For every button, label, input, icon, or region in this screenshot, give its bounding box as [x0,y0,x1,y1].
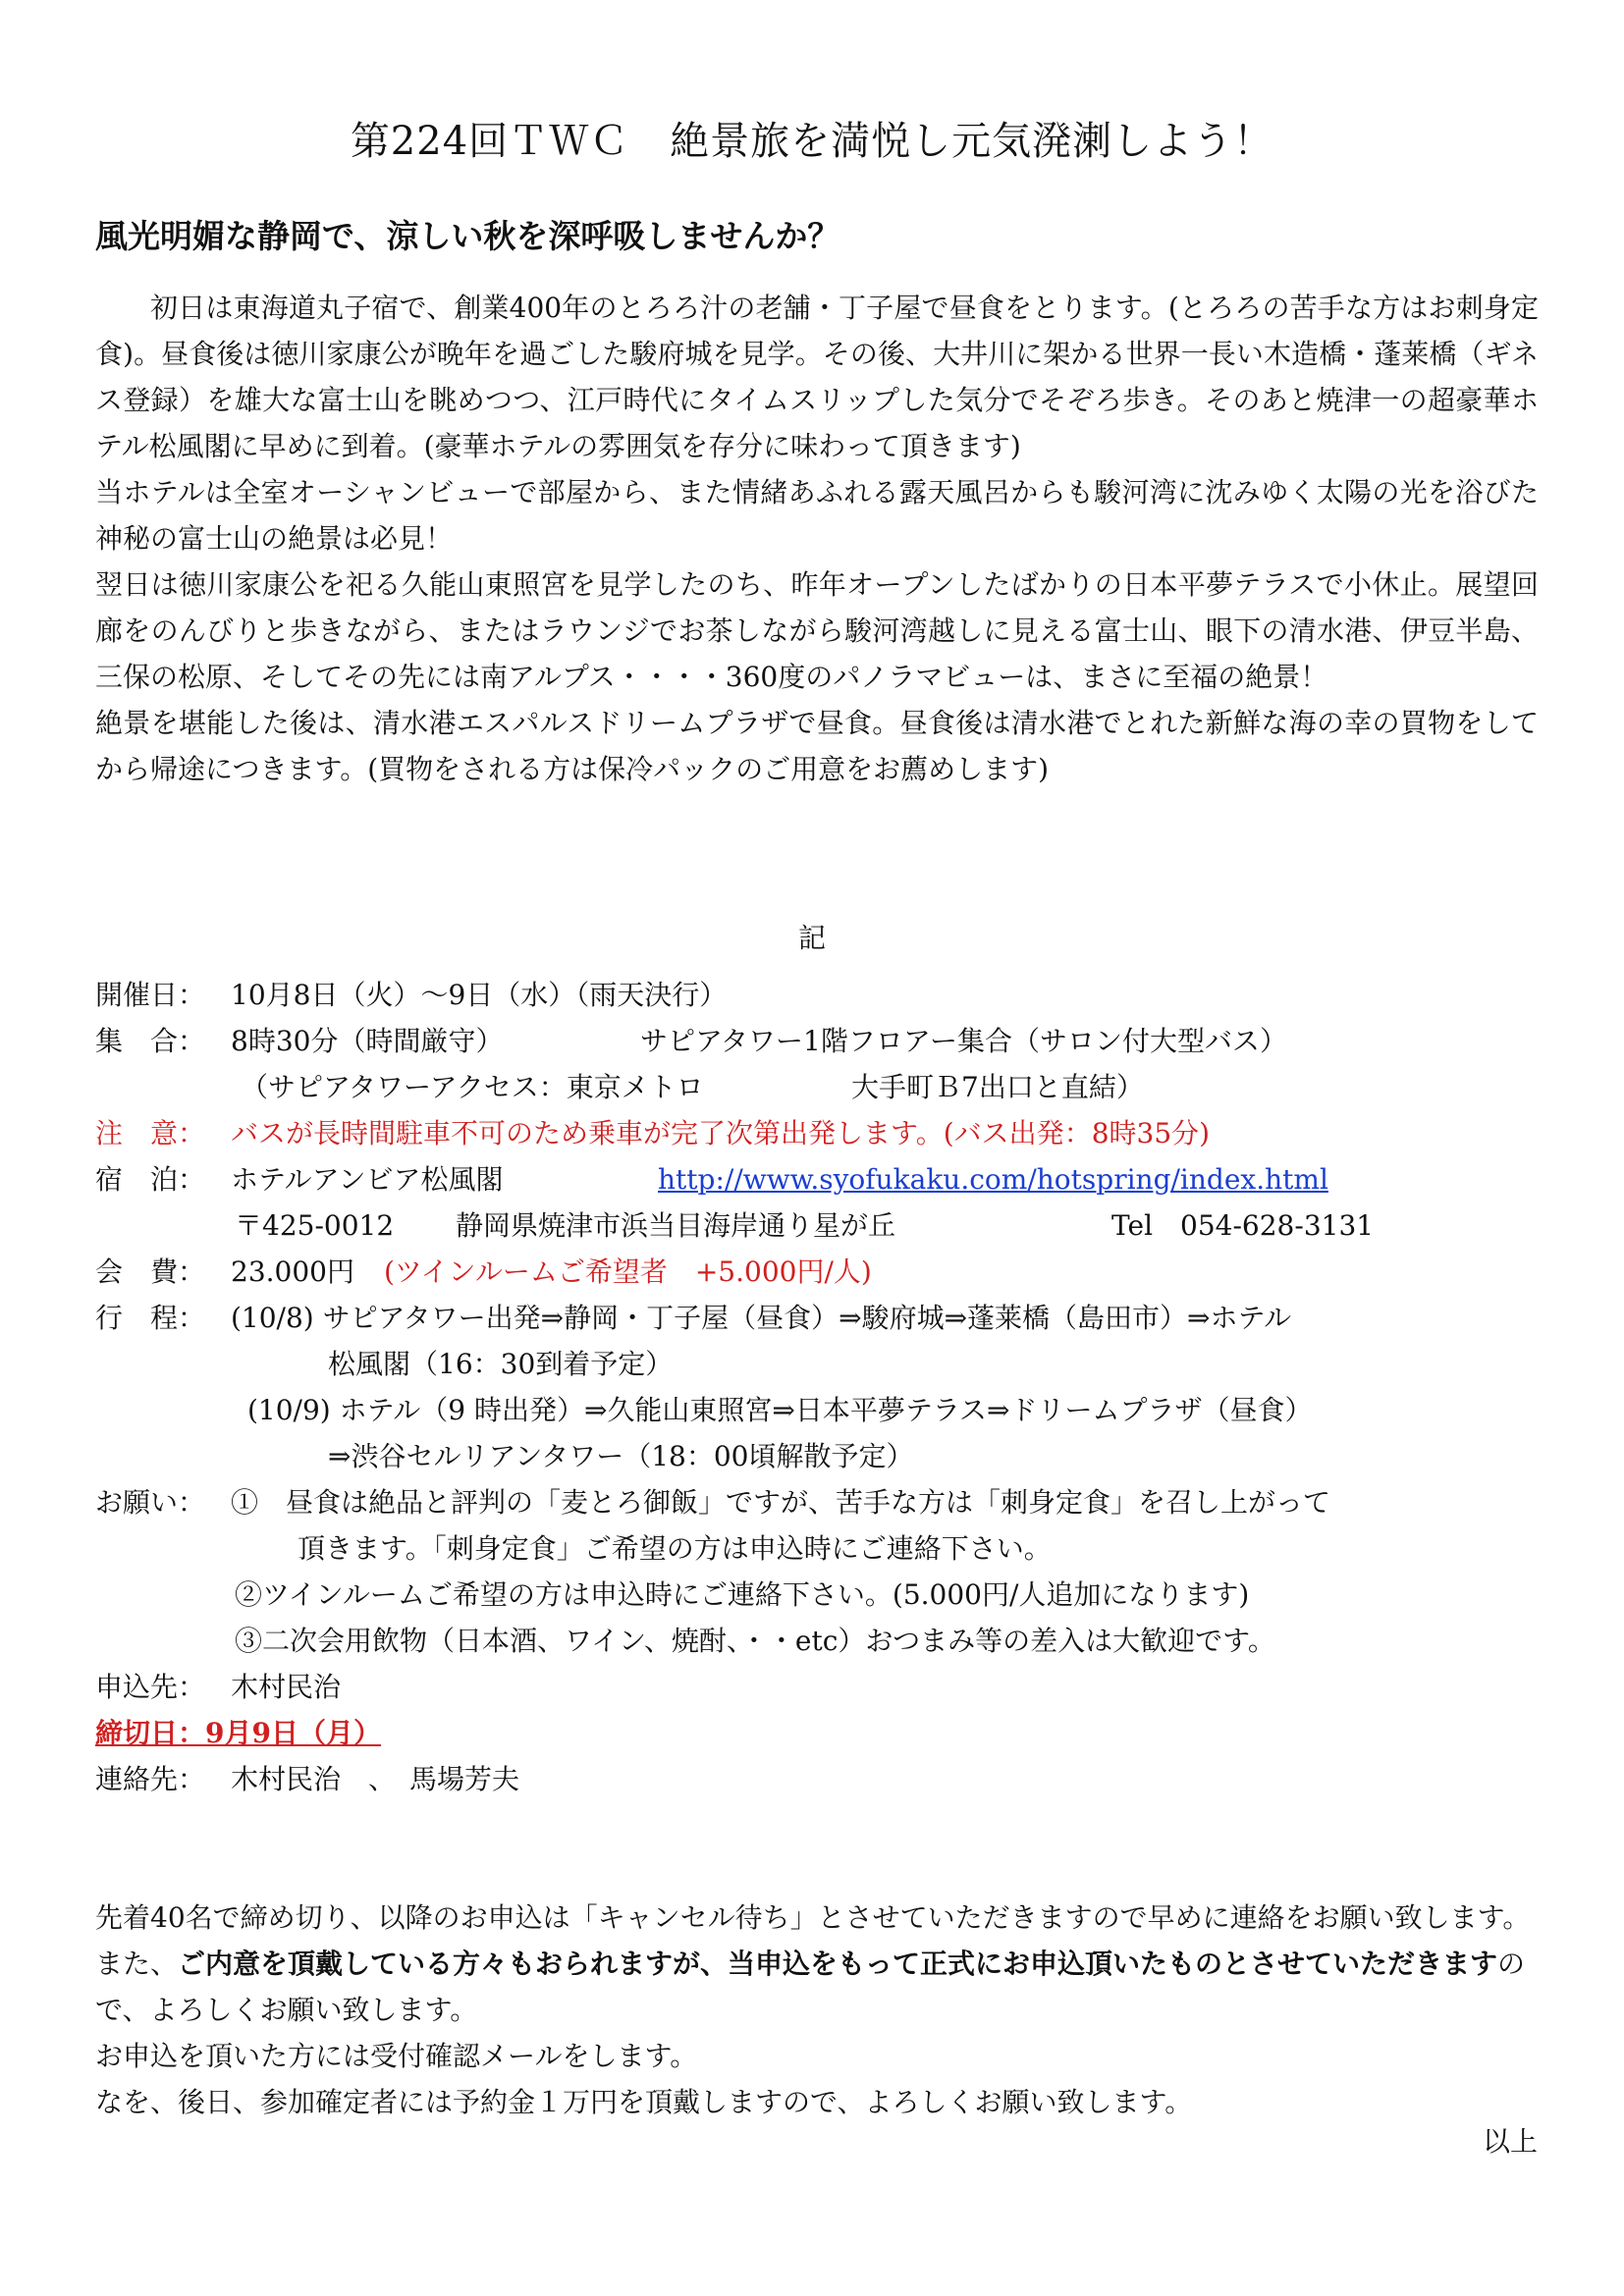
meeting-place: サピアタワー1階フロアー集合（サロン付大型バス） [640,1025,1288,1057]
closing-section [95,1895,1539,2125]
notice-row [95,1110,1548,1156]
intro-paragraph-lunch: 絶景を堪能した後は、清水港エスパルスドリームプラザで昼食。昼食後は清水港でとれた新鮮な海の幸の買物をしてから帰途につきます。(買物をされる方は保冷パックのご用意をお薦めします) [95,707,1539,785]
closing-text-c: ので、よろしくお願い致します。 [95,1948,1526,2026]
apply-row [95,1664,1548,1710]
itinerary-row-2b [95,1433,1548,1479]
fee-row [95,1249,1548,1295]
apply-label: 申込先： [95,1671,206,1703]
itinerary-label: 行 程： [95,1302,206,1334]
meeting-label: 集 合： [95,1025,206,1057]
itinerary-day1-b: 松風閣（16：30到着予定） [328,1348,674,1380]
date-value: 10月8日（火）～9日（水）（雨天決行） [231,979,728,1011]
intro-paragraph-hotel: 当ホテルは全室オーシャンビューで部屋から、また情緒あふれる露天風呂からも駿河湾に沈みゆく太陽の光を浴びた神秘の富士山の絶景は必見！ [95,476,1539,555]
itinerary-row-2a [95,1387,1548,1433]
closing-emphasis: ご内意を頂戴している方々もおられますが、当申込をもって正式にお申込頂いたものとさせていただきます [178,1948,1498,1980]
subtitle: 風光明媚な静岡で、涼しい秋を深呼吸しませんか？ [95,217,840,255]
address: 静岡県焼津市浜当目海岸通り星が丘 [456,1209,896,1242]
request-row-1a [95,1479,1548,1525]
request-3: ③二次会用飲物（日本酒、ワイン、焼酎、・・etc）おつまみ等の差入は大歓迎です。 [235,1625,1275,1657]
contact-value: 木村民治 、 馬場芳夫 [231,1763,520,1795]
request-1b: 頂きます。「刺身定食」ご希望の方は申込時にご連絡下さい。 [298,1532,1052,1565]
itinerary-row-1a [95,1295,1548,1341]
contact-row [95,1756,1548,1802]
itinerary-day1-a: (10/8) サピアタワー出発⇒静岡・丁子屋（昼食）⇒駿府城⇒蓬莱橋（島田市）⇒ホテル [231,1302,1292,1334]
request-row-1b [95,1525,1548,1572]
apply-value: 木村民治 [231,1671,342,1703]
access-text-1: （サピアタワーアクセス：東京メトロ [241,1071,704,1103]
fee-value: 23.000円 [231,1255,354,1288]
access-row [95,1064,1548,1110]
access-text-2: 大手町Ｂ7出口と直結） [851,1071,1144,1103]
deadline: 締切日：9月9日（月） [95,1717,381,1749]
request-row-2 [95,1572,1548,1618]
intro-paragraph-day2: 翌日は徳川家康公を祀る久能山東照宮を見学したのち、昨年オープンしたばかりの日本平夢テラスで小休止。展望回廊をのんびりと歩きながら、またはラウンジでお茶しながら駿河湾越しに見える富士山、眼下の清水港、伊豆半島、三保の松原、そしてその先には南アルプス・・・・360度のパノラマビューは、まさに至福の絶景！ [95,568,1539,693]
end-mark: 以上 [1482,2125,1538,2158]
contact-label: 連絡先： [95,1763,206,1795]
closing-paragraph-1 [95,1895,1539,2033]
closing-paragraph-2: お申込を頂いた方には受付確認メールをします。 [95,2040,698,2072]
closing-text-a: 先着40名で締め切り、以降のお申込は「キャンセル待ち」とさせていただきますので早めに連絡をお願い致します。また、 [95,1901,1531,1980]
stay-row [95,1156,1548,1202]
itinerary-row-1b [95,1341,1548,1387]
postal-code: 〒425-0012 [235,1209,395,1242]
date-row [95,972,1548,1018]
hotel-url-link[interactable]: http://www.syofukaku.com/hotspring/index.html [658,1163,1328,1196]
stay-label: 宿 泊： [95,1163,206,1196]
closing-paragraph-3: なを、後日、参加確定者には予約金１万円を頂戴しますので、よろしくお願い致します。 [95,2086,1193,2118]
details-section [95,972,1548,1802]
meeting-time: 8時30分（時間厳守） [231,1025,504,1057]
hotel-phone: Tel 054-628-3131 [1111,1209,1375,1242]
request-row-3 [95,1618,1548,1664]
request-label: お願い： [95,1486,206,1519]
itinerary-day2-a: (10/9) ホテル（9 時出発）⇒久能山東照宮⇒日本平夢テラス⇒ドリームプラザ（昼食） [247,1394,1313,1426]
stay-hotel: ホテルアンビア松風閣 [231,1163,504,1196]
intro-section [95,285,1539,792]
notice-label: 注 意： [95,1117,206,1149]
meeting-row [95,1018,1548,1064]
request-1a: ① 昼食は絶品と評判の「麦とろ御飯」ですが、苦手な方は「刺身定食」を召し上がって [231,1486,1331,1519]
date-label: 開催日： [95,979,206,1011]
intro-paragraph-day1: 初日は東海道丸子宿で、創業400年のとろろ汁の老舗・丁子屋で昼食をとります。(とろろの苦手な方はお刺身定食)。昼食後は徳川家康公が晩年を過ごした駿府城を見学。その後、大井川に架かる世界一長い木造橋・蓬莱橋（ギネス登録）を雄大な富士山を眺めつつ、江戸時代にタイムスリップした気分でそぞろ歩き。そのあと焼津一の超豪華ホテル松風閣に早めに到着。(豪華ホテルの雰囲気を存分に味わって頂きます) [95,292,1539,462]
page-title: 第224回ＴＷＣ 絶景旅を満悦し元気溌溂しよう！ [350,119,1274,164]
fee-label: 会 費： [95,1255,206,1288]
request-2: ②ツインルームご希望の方は申込時にご連絡下さい。(5.000円/人追加になります) [235,1578,1250,1611]
deadline-row [95,1710,1548,1756]
fee-note: (ツインルームご希望者 +5.000円/人) [384,1255,872,1288]
ki-heading: 記 [797,922,826,954]
address-row [95,1202,1548,1249]
notice-value: バスが長時間駐車不可のため乗車が完了次第出発します。(バス出発：8時35分) [231,1117,1211,1149]
itinerary-day2-b: ⇒渋谷セルリアンタワー（18：00頃解散予定） [328,1440,914,1472]
